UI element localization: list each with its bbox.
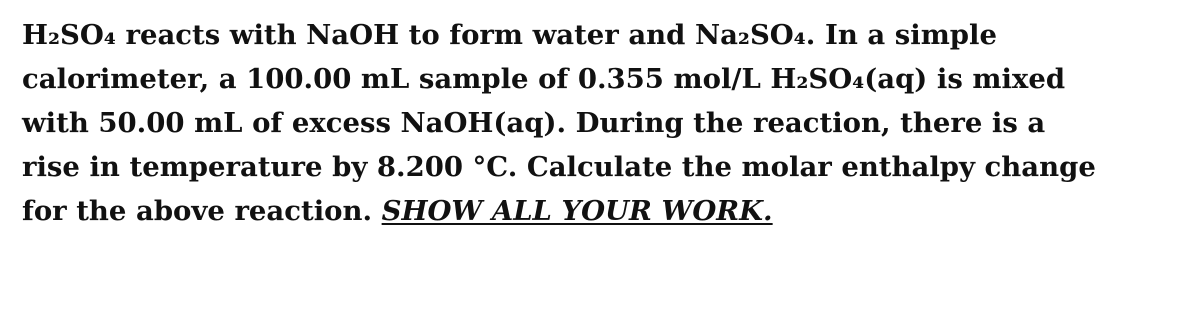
question-line-3: with 50.00 mL of excess NaOH(aq). During the reaction, there is a [22, 107, 1046, 139]
question-line-4: rise in temperature by 8.200 °C. Calculate the molar enthalpy change [22, 151, 1096, 183]
question-line-1: H₂SO₄ reacts with NaOH to form water and Na₂SO₄. In a simple [22, 19, 997, 51]
show-work-instruction: SHOW ALL YOUR WORK. [381, 195, 773, 227]
question-line-5 [22, 189, 1182, 233]
question-line-5-text: for the above reaction. [22, 195, 382, 227]
question-text [22, 13, 1182, 233]
question-line-2: calorimeter, a 100.00 mL sample of 0.355 mol/L H₂SO₄(aq) is mixed [22, 63, 1066, 95]
